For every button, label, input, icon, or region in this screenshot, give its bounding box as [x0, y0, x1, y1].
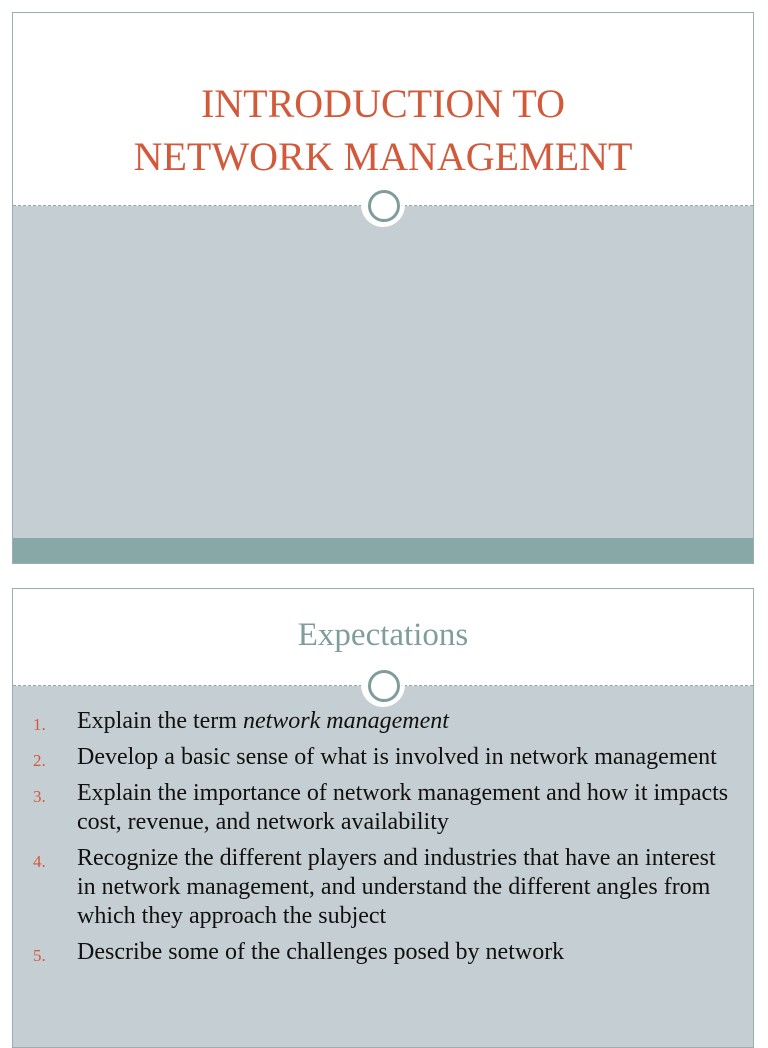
list-text: Explain the importance of network management and how it impacts cost, revenue, and network availability: [77, 780, 729, 835]
list-number: 4.: [33, 852, 46, 871]
list-item: [13, 743, 753, 772]
list-text-emphasis: network management: [242, 708, 449, 734]
list-text: Describe some of the challenges posed by network: [77, 939, 565, 965]
list-number: 3.: [33, 787, 46, 806]
circle-divider-icon: [361, 663, 405, 707]
list-item: [13, 707, 753, 736]
list-number: 2.: [33, 751, 46, 770]
slide-2: [12, 588, 754, 1048]
expectations-list: [13, 707, 753, 974]
slide-1-bottom-band: [13, 538, 753, 564]
slide-1-title-area: [13, 13, 753, 206]
list-number: 1.: [33, 715, 46, 734]
slide-1-title-line-1: INTRODUCTION TO: [200, 81, 566, 126]
list-text: Explain the term: [77, 708, 243, 734]
list-item: [13, 844, 753, 931]
list-text: Develop a basic sense of what is involved in network management: [77, 744, 717, 770]
slide-1-title-line-2: NETWORK MANAGEMENT: [133, 134, 633, 179]
list-text: Recognize the different players and industries that have an interest in network management, and understand the different angles from which they approach the subject: [77, 845, 716, 929]
list-number: 5.: [33, 946, 46, 965]
slide-1: [12, 12, 754, 564]
slide-1-title: [13, 77, 753, 183]
list-item: [13, 938, 753, 967]
list-item: [13, 779, 753, 837]
circle-divider-icon: [361, 183, 405, 227]
slide-2-title: Expectations: [297, 617, 469, 653]
